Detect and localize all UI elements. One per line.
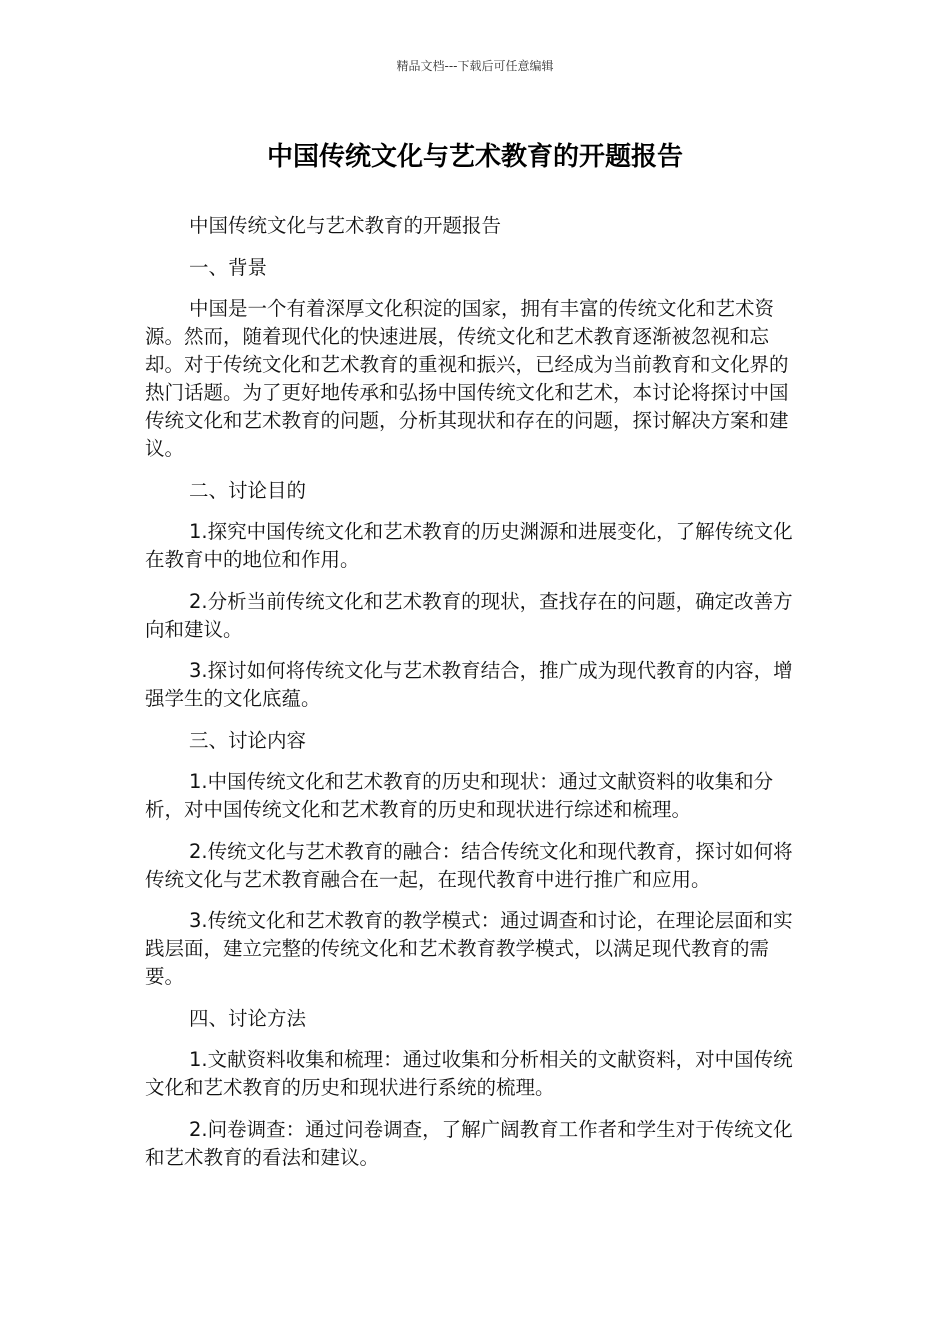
- list-item: 1.文献资料收集和梳理：通过收集和分析相关的文献资料，对中国传统文化和艺术教育的历史和现状进行系统的梳理。: [145, 1048, 793, 1099]
- section-heading: 一、背景: [189, 255, 268, 279]
- paragraph: 中国是一个有着深厚文化积淀的国家，拥有丰富的传统文化和艺术资源。然而，随着现代化的快速进展，传统文化和艺术教育逐渐被忽视和忘却。对于传统文化和艺术教育的重视和振兴，已经成为当前教育和文化界的热门话题。为了更好地传承和弘扬中国传统文化和艺术，本讨论将探讨中国传统文化和艺术教育的问题，分析其现状和存在的问题，探讨解决方案和建议。: [145, 297, 789, 460]
- list-item: 2.分析当前传统文化和艺术教育的现状，查找存在的问题，确定改善方向和建议。: [145, 589, 793, 641]
- subtitle-paragraph: 中国传统文化与艺术教育的开题报告: [189, 214, 502, 237]
- document-title: 中国传统文化与艺术教育的开题报告: [266, 142, 683, 172]
- section-heading: 四、讨论方法: [189, 1006, 307, 1030]
- list-item: 1.中国传统文化和艺术教育的历史和现状：通过文献资料的收集和分析，对中国传统文化和艺术教育的历史和现状进行综述和梳理。: [145, 770, 774, 821]
- section-heading: 三、讨论内容: [189, 728, 307, 752]
- list-item: 3.探讨如何将传统文化与艺术教育结合，推广成为现代教育的内容，增强学生的文化底蕴。: [145, 659, 793, 710]
- page-header: 精品文档---下载后可任意编辑: [396, 59, 554, 73]
- list-item: 1.探究中国传统文化和艺术教育的历史渊源和进展变化，了解传统文化在教育中的地位和作用。: [145, 520, 793, 571]
- list-item: 2.传统文化与艺术教育的融合：结合传统文化和现代教育，探讨如何将传统文化与艺术教育融合在一起，在现代教育中进行推广和应用。: [145, 839, 793, 891]
- list-item: 2.问卷调查：通过问卷调查，了解广阔教育工作者和学生对于传统文化和艺术教育的看法和建议。: [145, 1117, 793, 1169]
- list-item: 3.传统文化和艺术教育的教学模式：通过调查和讨论，在理论层面和实践层面，建立完整的传统文化和艺术教育教学模式，以满足现代教育的需要。: [145, 909, 793, 988]
- document-body: [145, 212, 807, 1185]
- section-heading: 二、讨论目的: [189, 478, 307, 502]
